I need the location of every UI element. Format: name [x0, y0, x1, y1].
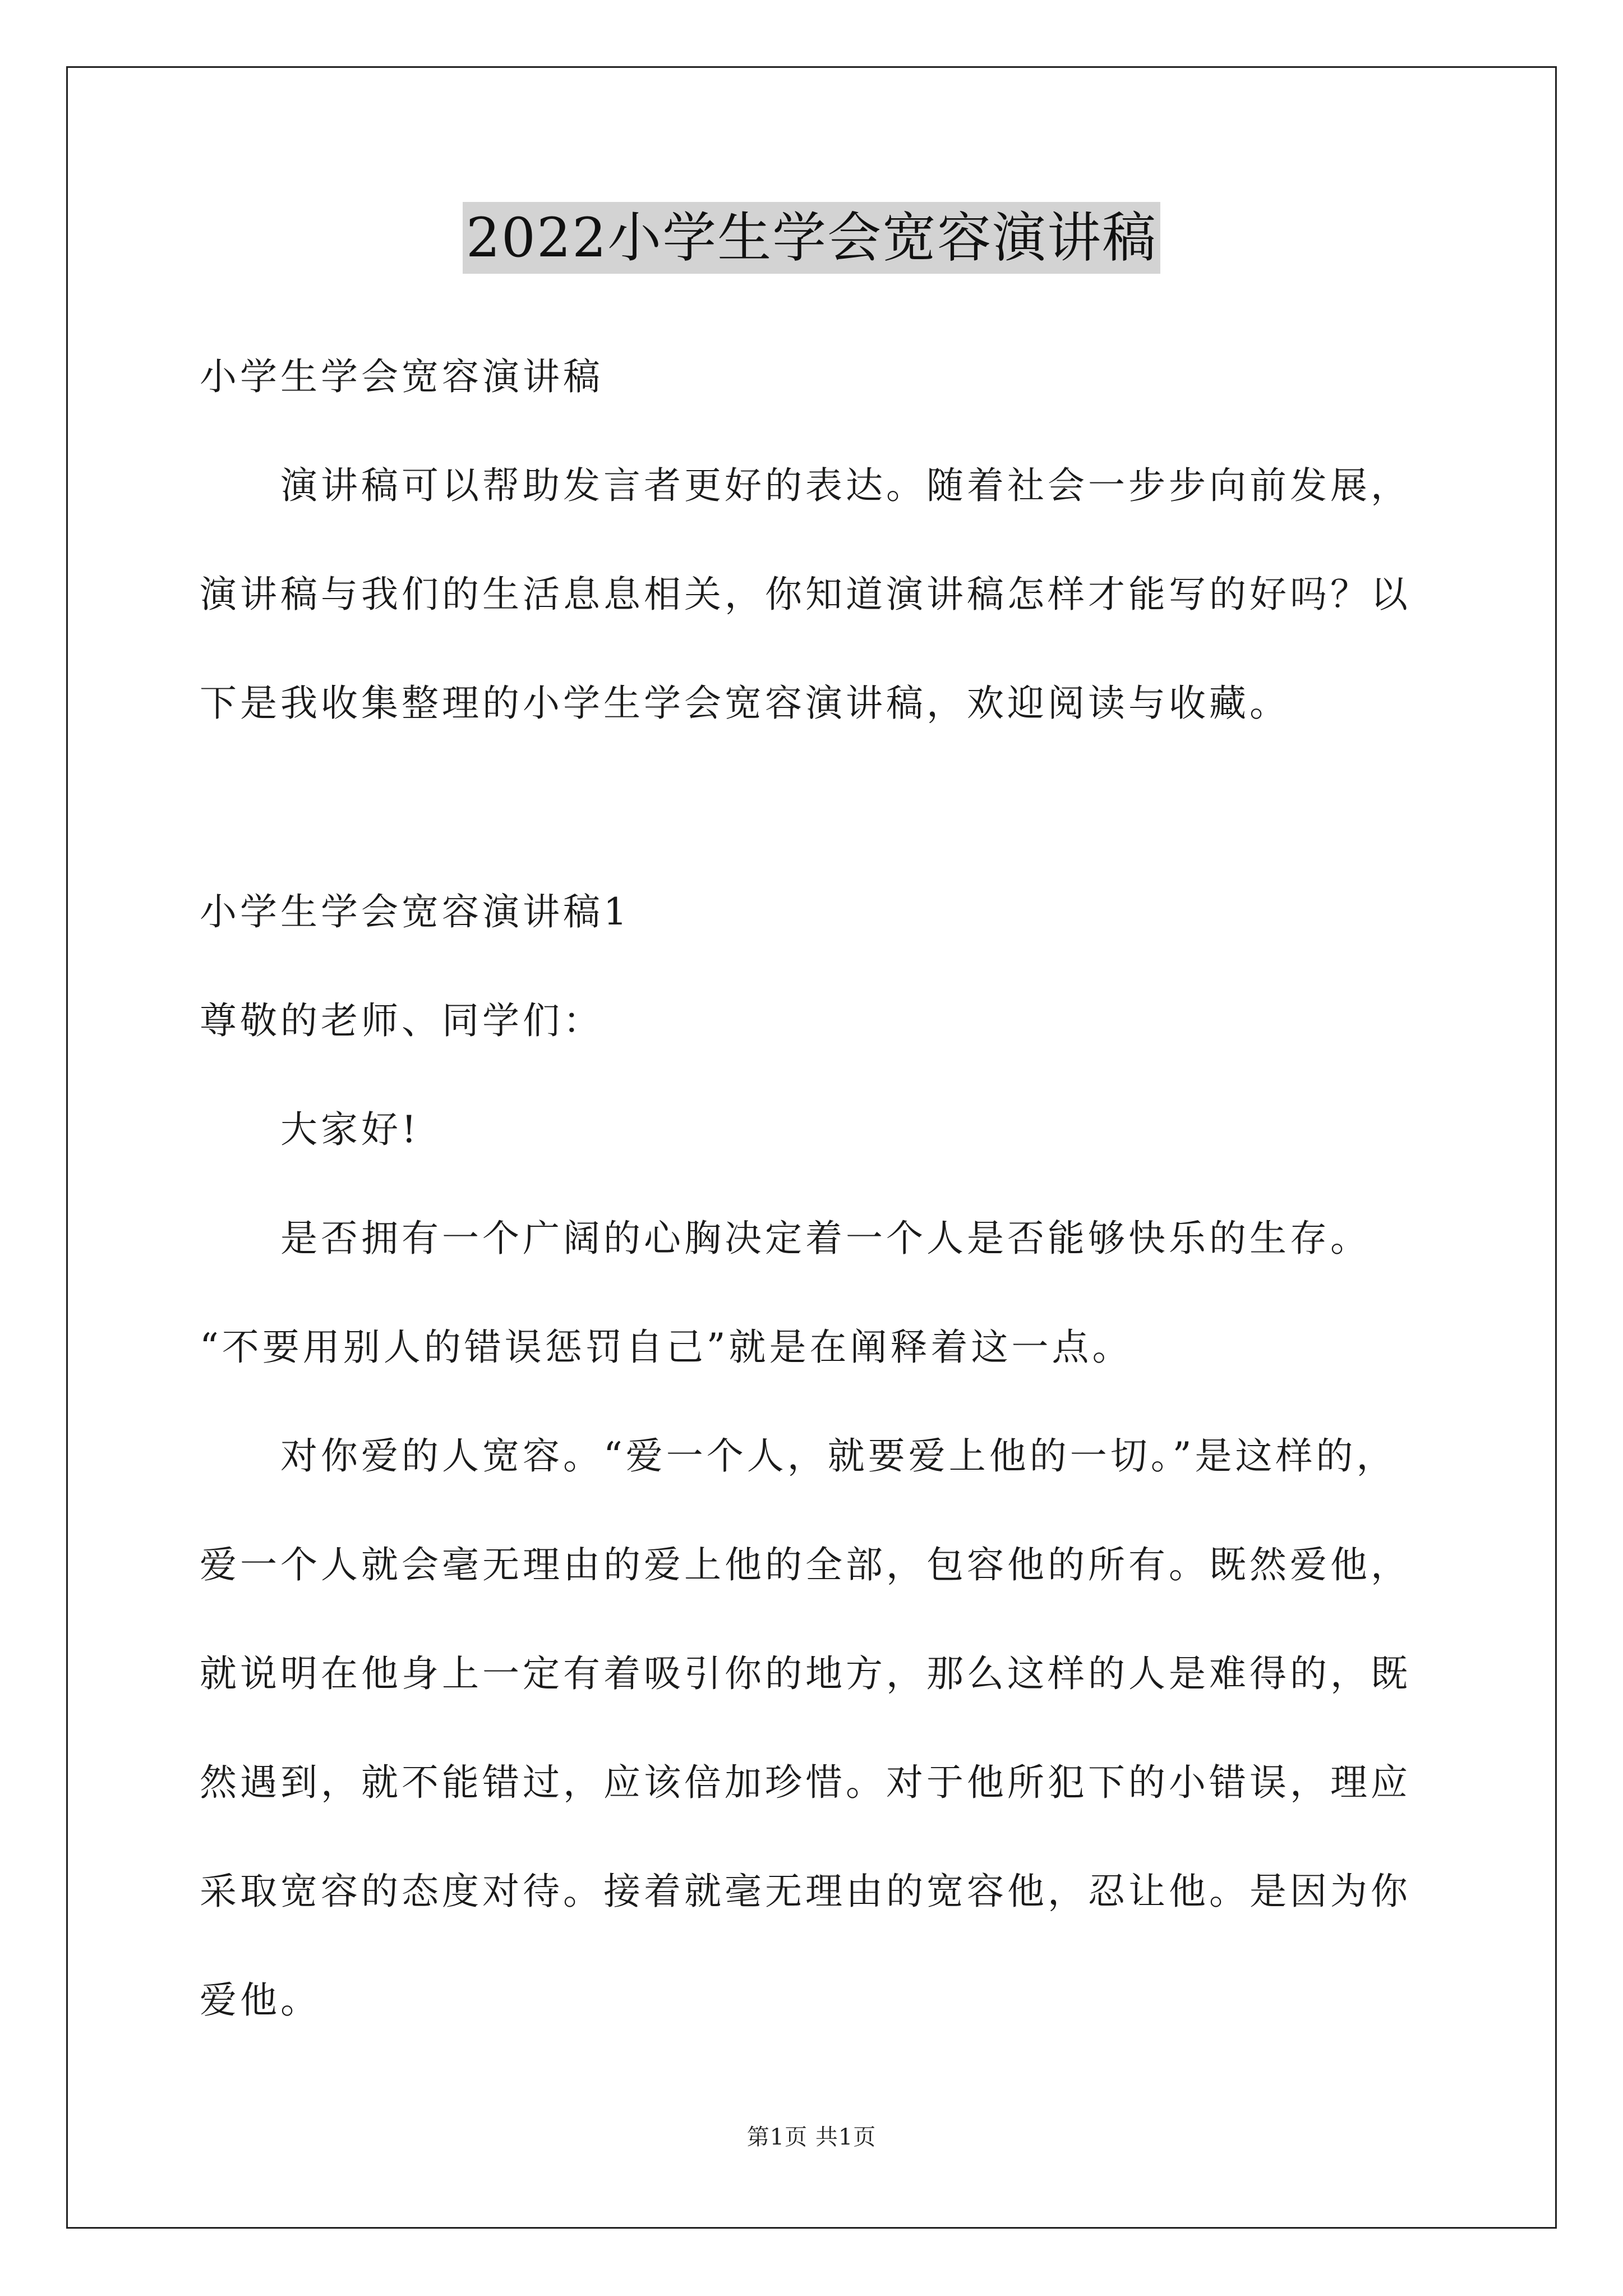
intro-line: 演讲稿与我们的生活息息相关，你知道演讲稿怎样才能写的好吗？以 — [200, 573, 1411, 616]
paragraph-line: 是否拥有一个广阔的心胸决定着一个人是否能够快乐的生存。 — [280, 1217, 1371, 1260]
document-title: 2022小学生学会宽容演讲稿 — [463, 202, 1160, 274]
section-heading: 小学生学会宽容演讲稿1 — [200, 890, 630, 933]
paragraph-line: 爱一个人就会毫无理由的爱上他的全部，包容他的所有。既然爱他， — [200, 1543, 1411, 1586]
title-container — [0, 202, 1623, 274]
intro-line: 下是我收集整理的小学生学会宽容演讲稿，欢迎阅读与收藏。 — [200, 682, 1290, 725]
paragraph-line: 爱他。 — [200, 1978, 321, 2022]
salutation: 尊敬的老师、同学们： — [200, 999, 603, 1042]
greeting: 大家好! — [280, 1108, 420, 1151]
paragraph-line: 对你爱的人宽容。“爱一个人，就要爱上他的一切。”是这样的， — [280, 1434, 1397, 1478]
paragraph-line: “不要用别人的错误惩罚自己”就是在阐释着这一点。 — [200, 1326, 1133, 1369]
page-footer: 第1页 共1页 — [746, 2124, 877, 2150]
paragraph-line: 采取宽容的态度对待。接着就毫无理由的宽容他，忍让他。是因为你 — [200, 1870, 1411, 1913]
document-subtitle: 小学生学会宽容演讲稿 — [200, 355, 603, 398]
paragraph-line: 然遇到，就不能错过，应该倍加珍惜。对于他所犯下的小错误，理应 — [200, 1761, 1411, 1804]
paragraph-line: 就说明在他身上一定有着吸引你的地方，那么这样的人是难得的，既 — [200, 1652, 1411, 1695]
intro-line: 演讲稿可以帮助发言者更好的表达。随着社会一步步向前发展， — [280, 464, 1411, 507]
